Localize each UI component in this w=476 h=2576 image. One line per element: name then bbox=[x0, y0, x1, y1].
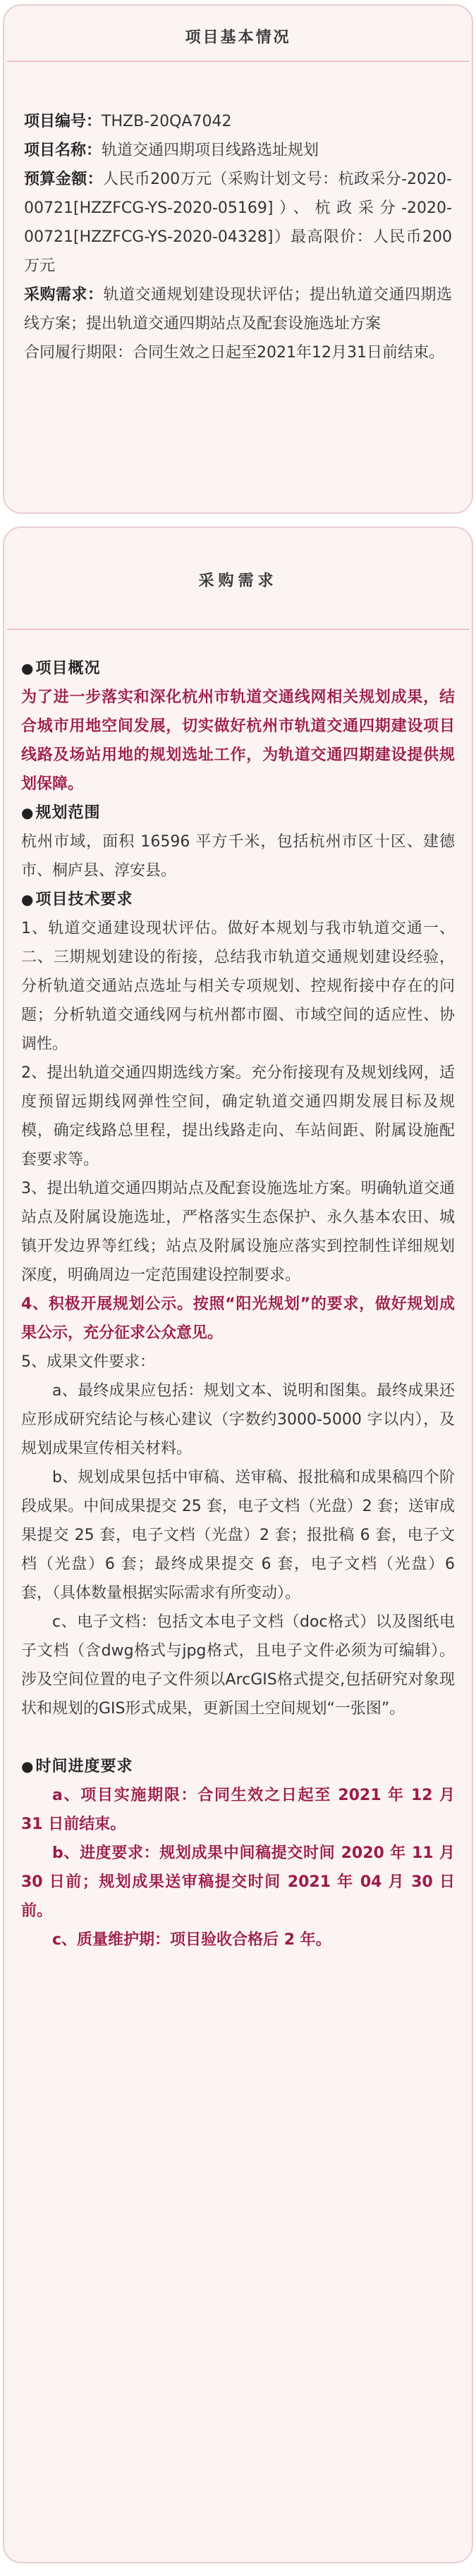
bullet-icon: ● bbox=[21, 660, 35, 677]
tech-item-5a: a、最终成果应包括：规划文本、说明和图集。最终成果还应形成研究结论与核心建议（字数约3000-5000 字以内），及规划成果宣传相关材料。 bbox=[21, 1382, 455, 1458]
bullet-icon: ● bbox=[21, 891, 35, 908]
budget-label: 预算金额： bbox=[24, 171, 103, 188]
scope-heading: ●规划范围 bbox=[21, 804, 101, 822]
overview-heading: ●项目概况 bbox=[21, 660, 101, 677]
procurement-body bbox=[4, 630, 472, 1954]
project-name-value: 轨道交通四期项目线路选址规划 bbox=[102, 142, 319, 159]
project-name-row bbox=[24, 136, 452, 165]
tech-item-5: 5、成果文件要求： bbox=[21, 1353, 155, 1371]
section-title-basic-info: 项目基本情况 bbox=[185, 29, 291, 47]
tech-item-1: 1、轨道交通建设现状评估。做好本规划与我市轨道交通一、二、三期规划建设的衔接，总结我市轨道交通规划建设经验，分析轨道交通站点选址与相关专项规划、控规衔接中存在的问题；分析轨道交通线网与杭州都市圈、市域空间的适应性、协调性。 bbox=[21, 920, 455, 1053]
bullet-icon: ● bbox=[21, 1758, 35, 1775]
demand-value: 轨道交通规划建设现状评估；提出轨道交通四期选线方案；提出轨道交通四期站点及配套设施选址方案 bbox=[24, 286, 452, 333]
budget-row bbox=[24, 165, 452, 281]
project-name-label: 项目名称： bbox=[24, 142, 102, 159]
tech-item-2: 2、提出轨道交通四期选线方案。充分衔接现有及规划线网，适度预留远期线网弹性空间，确定轨道交通四期发展目标及规模，确定线路总里程，提出线路走向、车站间距、附属设施配套要求等。 bbox=[21, 1064, 455, 1169]
tech-heading: ●项目技术要求 bbox=[21, 891, 133, 908]
spacer bbox=[21, 1723, 455, 1752]
project-number-value: THZB-20QA7042 bbox=[102, 113, 232, 130]
scope-text: 杭州市域，面积 16596 平方千米，包括杭州市区十区、建德市、桐庐县、淳安县。 bbox=[21, 833, 455, 880]
bullet-icon: ● bbox=[21, 804, 35, 821]
overview-text: 为了进一步落实和深化杭州市轨道交通线网相关规划成果，结合城市用地空间发展，切实做好杭州市轨道交通四期建设项目线路及场站用地的规划选址工作，为轨道交通四期建设提供规划保障。 bbox=[21, 689, 455, 793]
contract-period: 合同履行期限：合同生效之日起至2021年12月31日前结束。 bbox=[24, 344, 444, 362]
demand-label: 采购需求： bbox=[24, 286, 104, 304]
project-number-row bbox=[24, 107, 452, 136]
project-basic-info-card bbox=[3, 4, 473, 514]
budget-value: 人民币200万元（采购计划文号：杭政采分-2020-00721[HZZFCG-YS-2020-05169]）、杭政采分-2020-00721[HZZFCG-YS-2020-04328]）最高限价：人民币200万元 bbox=[24, 171, 452, 275]
demand-row bbox=[24, 281, 452, 338]
tech-item-5c: c、电子文档：包括文本电子文档（doc格式）以及图纸电子文档（含dwg格式与jpg格式，且电子文件必须为可编辑）。涉及空间位置的电子文件须以ArcGIS格式提交,包括研究对象现状和规划的GIS形式成果，更新国土空间规划“一张图”。 bbox=[21, 1613, 455, 1718]
tech-item-3: 3、提出轨道交通四期站点及配套设施选址方案。明确轨道交通站点及附属设施选址，严格落实生态保护、永久基本农田、城镇开发边界等红线；站点及附属设施应落实到控制性详细规划深度，明确周边一定范围建设控制要求。 bbox=[21, 1180, 455, 1284]
schedule-heading: ●时间进度要求 bbox=[21, 1758, 133, 1775]
basic-info-body bbox=[4, 62, 472, 367]
schedule-a: a、项目实施期限：合同生效之日起至 2021 年 12 月 31 日前结束。 bbox=[21, 1787, 455, 1833]
section-title-procurement: 采购需求 bbox=[198, 572, 278, 590]
schedule-c: c、质量维护期：项目验收合格后 2 年。 bbox=[52, 1931, 331, 1949]
schedule-b: b、进度要求：规划成果中间稿提交时间 2020 年 11 月 30 日前；规划成果送审稿提交时间 2021 年 04 月 30 日前。 bbox=[21, 1844, 455, 1920]
project-number-label: 项目编号： bbox=[24, 113, 102, 130]
procurement-requirements-card bbox=[3, 526, 473, 2563]
tech-item-5b: b、规划成果包括中审稿、送审稿、报批稿和成果稿四个阶段成果。中间成果提交 25 套，电子文档（光盘）2 套；送审成果提交 25 套，电子文档（光盘）2 套；报批稿 6 套，电子文档（光盘）6 套；最终成果提交 6 套，电子文档（光盘）6 套，（具体数量根据实际需求有所变动）。 bbox=[21, 1469, 455, 1602]
tech-item-4: 4、积极开展规划公示。按照“阳光规划”的要求，做好规划成果公示，充分征求公众意见。 bbox=[21, 1295, 455, 1342]
